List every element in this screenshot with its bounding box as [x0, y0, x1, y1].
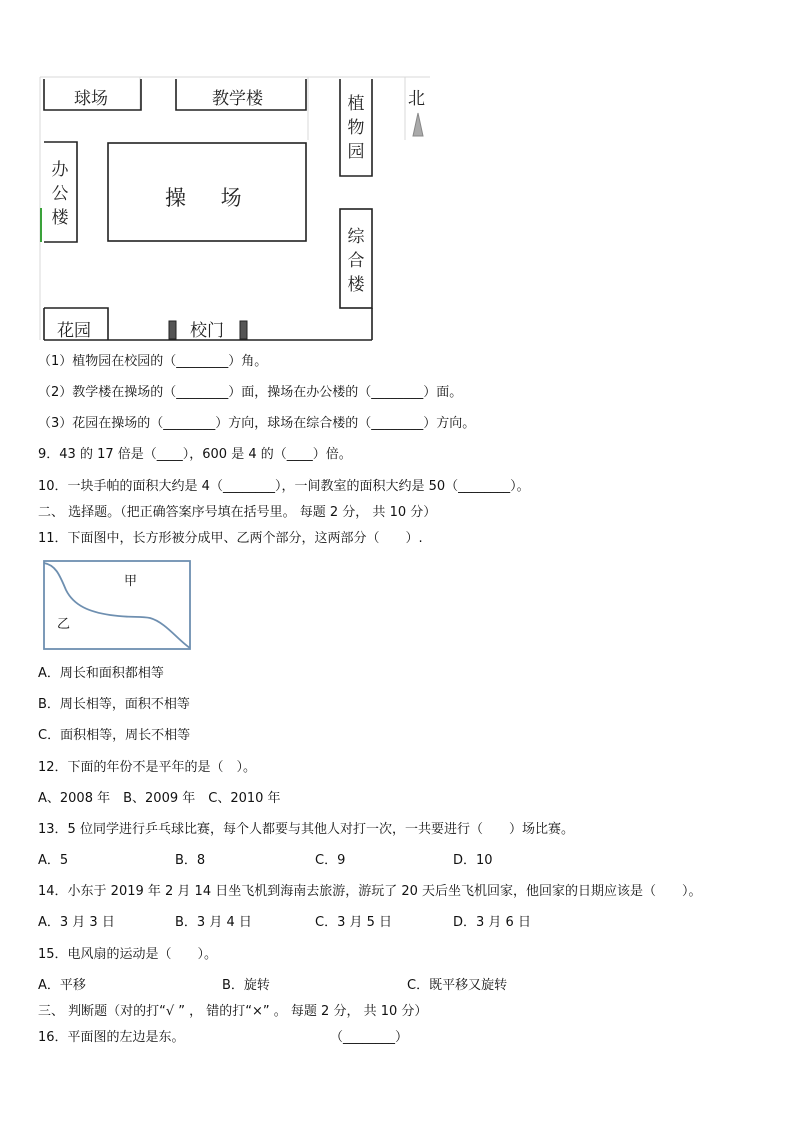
q13-option-c: C．9: [315, 853, 346, 868]
north-label: 北: [408, 89, 425, 109]
question-10: 10．一块手帕的面积大约是 4（________），一间教室的面积大约是 50（________）。: [38, 479, 530, 494]
q11-label-jia: 甲: [124, 574, 138, 589]
playground-label: 操 场: [165, 186, 256, 210]
question-15: 15．电风扇的运动是（ ）。: [38, 947, 218, 962]
q14-option-c: C．3 月 5 日: [315, 915, 393, 930]
q11-option-b: B．周长相等，面积不相等: [38, 697, 190, 712]
gate-post-left: [169, 321, 176, 339]
question-12: 12．下面的年份不是平年的是（ ）。: [38, 760, 257, 775]
question-3: （3）花园在操场的（________）方向，球场在综合楼的（________）方向。: [38, 416, 476, 431]
q11-option-c: C．面积相等，周长不相等: [38, 728, 191, 743]
q13-option-a: A．5: [38, 853, 69, 868]
garden-label: 花园: [57, 321, 91, 341]
q15-option-c: C．既平移又旋转: [407, 978, 508, 993]
north-arrow-icon: [413, 113, 423, 136]
school-gate-label: 校门: [190, 321, 224, 341]
office-building-label: [49, 158, 71, 230]
q16-answer-blank: （________）: [330, 1030, 409, 1045]
ballfield-label: 球场: [74, 89, 108, 109]
q11-option-a: A．周长和面积都相等: [38, 666, 164, 681]
school-map: [0, 0, 794, 360]
question-11: 11．下面图中，长方形被分成甲、乙两个部分，这两部分（ ）.: [38, 531, 423, 546]
q13-option-b: B．8: [175, 853, 206, 868]
q15-option-a: A．平移: [38, 978, 86, 993]
q14-option-a: A．3 月 3 日: [38, 915, 115, 930]
complex-building-text: 综合楼: [347, 227, 365, 295]
question-2: （2）教学楼在操场的（________）面，操场在办公楼的（________）面。: [38, 385, 463, 400]
gate-post-right: [240, 321, 247, 339]
complex-building-label: [345, 225, 367, 297]
question-16: 16．平面图的左边是东。: [38, 1030, 185, 1045]
q11-label-yi: 乙: [57, 617, 71, 632]
question-13: 13．5 位同学进行乒乓球比赛，每个人都要与其他人对打一次，一共要进行（ ）场比赛。: [38, 822, 574, 837]
q13-option-d: D．10: [453, 853, 493, 868]
question-1: （1）植物园在校园的（________）角。: [38, 354, 268, 369]
q11-curve: [44, 563, 190, 648]
q15-option-b: B．旋转: [222, 978, 270, 993]
section-2-heading: 二、 选择题。（把正确答案序号填在括号里。 每题 2 分， 共 10 分）: [38, 505, 437, 520]
office-building-text: 办公楼: [51, 160, 69, 228]
section-3-heading: 三、 判断题（对的打“√ ” ， 错的打“×” 。 每题 2 分， 共 10 分）: [38, 1004, 428, 1019]
botanical-garden-text: 植物园: [347, 94, 365, 162]
q14-option-b: B．3 月 4 日: [175, 915, 252, 930]
q12-options: A、2008 年 B、2009 年 C、2010 年: [38, 791, 281, 806]
q14-option-d: D．3 月 6 日: [453, 915, 531, 930]
question-9: 9．43 的 17 倍是（____），600 是 4 的（____）倍。: [38, 447, 352, 462]
botanical-garden-label: [345, 92, 367, 164]
teaching-building-label: 教学楼: [212, 89, 263, 109]
question-14: 14．小东于 2019 年 2 月 14 日坐飞机到海南去旅游，游玩了 20 天后坐飞机回家，他回家的日期应该是（ ）。: [38, 884, 702, 899]
